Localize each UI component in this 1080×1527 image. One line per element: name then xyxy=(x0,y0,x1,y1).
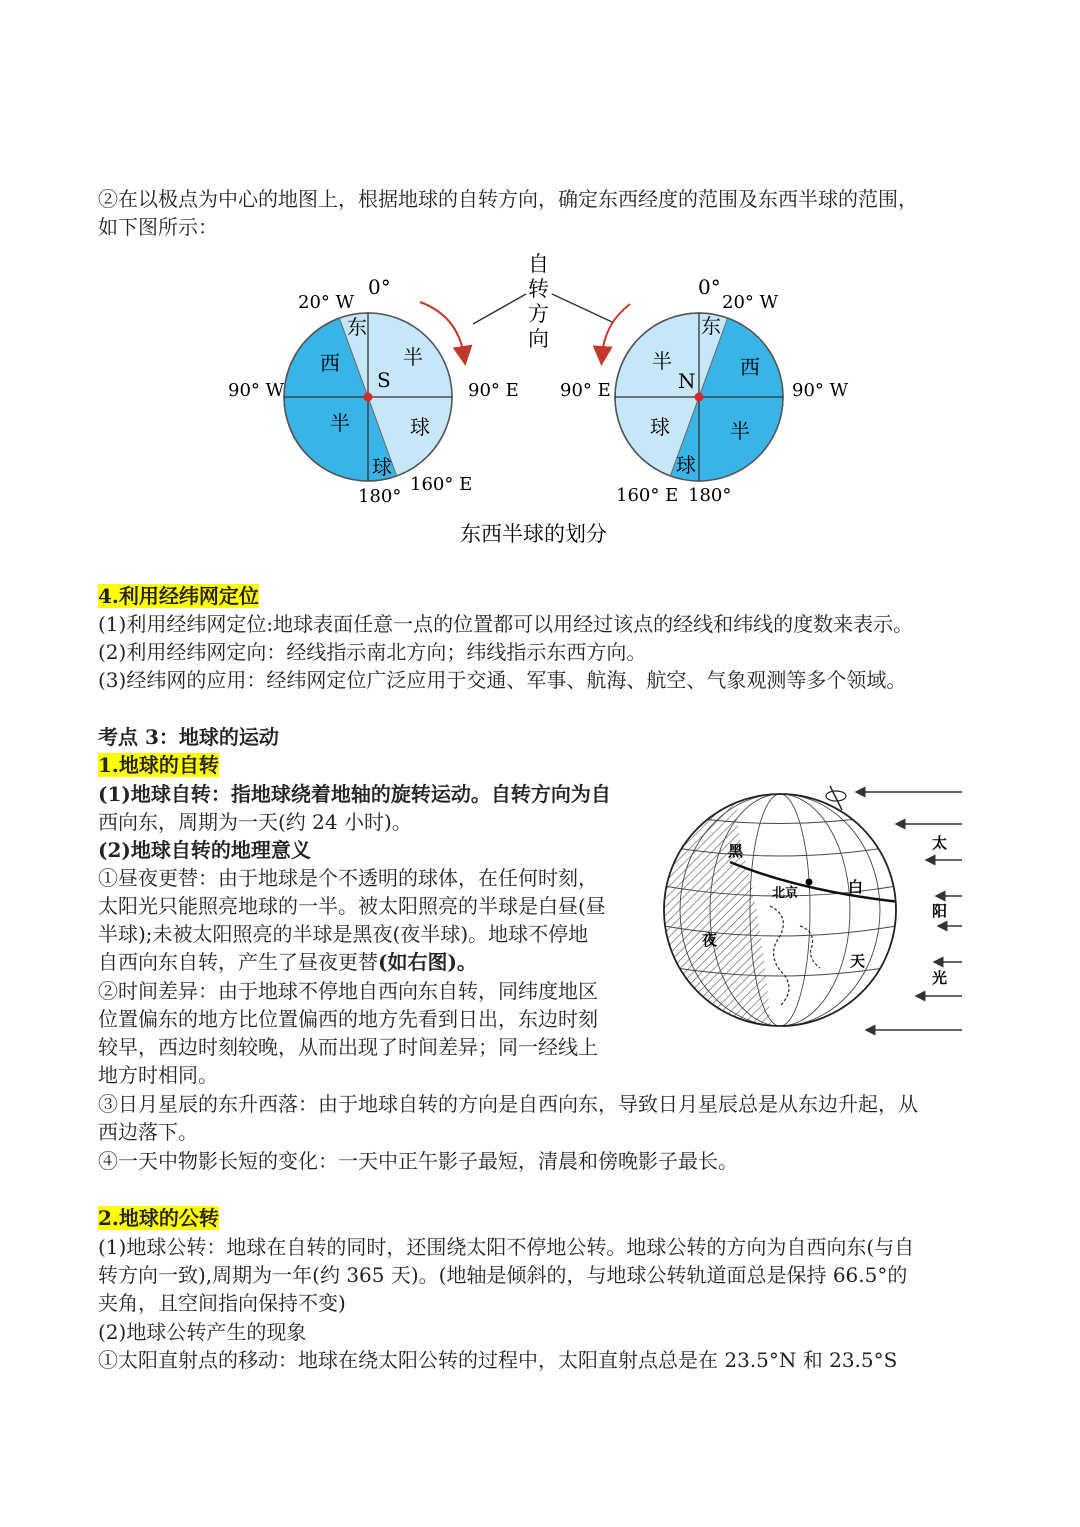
rotation-def-1-text: (1)地球自转：指地球绕着地轴的旋转运动。自转方向为自 xyxy=(98,782,611,806)
right-dong: 东 xyxy=(701,314,721,338)
section4-p1: (1)利用经纬网定位:地球表面任意一点的位置都可以用经过该点的经线和纬线的度数来表示。 xyxy=(98,612,914,636)
hemisphere-caption: 东西半球的划分 xyxy=(460,522,607,546)
day-label-1: 白 xyxy=(848,878,864,896)
m2-line-1: ②时间差异：由于地球不停地自西向东自转，同纬度地区 xyxy=(98,979,598,1003)
revolution-p2: (2)地球公转产生的现象 xyxy=(98,1320,307,1344)
right-bottom-left-label: 160° E xyxy=(616,485,679,506)
pole-dot xyxy=(364,393,373,402)
night-label-1: 黑 xyxy=(728,842,744,860)
m1-line-1: ①昼夜更替：由于地球是个不透明的球体，在任何时刻， xyxy=(98,866,598,890)
m2-line-2: 位置偏东的地方比位置偏西的地方先看到日出，东边时刻 xyxy=(98,1007,598,1031)
south-pole-map xyxy=(284,313,452,481)
left-right-label: 90° E xyxy=(468,380,519,401)
rotation-label-2: 转 xyxy=(528,277,549,301)
right-bottom-label: 180° xyxy=(688,485,732,506)
right-rotation-arrow xyxy=(602,304,630,356)
rotation-label-3: 方 xyxy=(528,302,549,326)
revolution-p1-line-1: (1)地球公转：地球在自转的同时，还围绕太阳不停地公转。地球公转的方向为自西向东(与自 xyxy=(98,1235,915,1259)
right-top-right-label: 20° W xyxy=(722,292,779,313)
left-top-label: 0° xyxy=(368,275,391,299)
right-qiu1: 球 xyxy=(650,415,670,439)
right-top-label: 0° xyxy=(698,275,721,299)
right-qiu2: 球 xyxy=(676,453,696,477)
right-pole-label: N xyxy=(678,369,696,393)
left-xi: 西 xyxy=(320,351,340,375)
rotation-def-2: 西向东，周期为一天(约 24 小时)。 xyxy=(98,810,412,834)
revolution-title-text: 2.地球的公转 xyxy=(98,1206,219,1230)
right-left-label: 90° E xyxy=(560,380,611,401)
beijing-label: 北京 xyxy=(772,886,799,901)
right-right-label: 90° W xyxy=(792,380,849,401)
m1-line-4a: 自西向东自转，产生了昼夜更替 xyxy=(98,950,378,974)
kaodian3-title: 考点 3：地球的运动 xyxy=(98,725,279,749)
rotation-def-1 xyxy=(98,780,611,808)
m2-line-3: 较早，西边时刻较晚，从而出现了时间差异；同一经线上 xyxy=(98,1035,598,1059)
beijing-dot xyxy=(806,879,813,886)
left-bottom-label: 180° xyxy=(358,486,402,507)
m1-line-3: 半球);未被太阳照亮的半球是黑夜(夜半球)。地球不停地 xyxy=(98,922,589,946)
sunlight-label-1: 太 xyxy=(932,834,948,852)
revolution-title xyxy=(98,1204,219,1232)
left-left-label: 90° W xyxy=(228,380,285,401)
section4-title xyxy=(98,582,259,610)
north-pole-map xyxy=(615,313,783,481)
left-ban1: 半 xyxy=(403,345,423,369)
left-dong: 东 xyxy=(347,315,367,339)
section4-p2: (2)利用经纬网定向：经线指示南北方向；纬线指示东西方向。 xyxy=(98,640,647,664)
revolution-p3: ①太阳直射点的移动：地球在绕太阳公转的过程中，太阳直射点总是在 23.5°N 和 23.5°S xyxy=(98,1348,898,1372)
section4-p3: (3)经纬网的应用：经纬网定位广泛应用于交通、军事、航海、航空、气象观测等多个领域。 xyxy=(98,668,907,692)
left-qiu1: 球 xyxy=(410,415,430,439)
left-bottom-right-label: 160° E xyxy=(410,474,473,495)
night-label-2: 夜 xyxy=(702,931,718,949)
left-ban2: 半 xyxy=(330,411,350,435)
m1-line-4 xyxy=(98,948,477,976)
day-night-globe xyxy=(660,776,970,1038)
m2-line-4: 地方时相同。 xyxy=(98,1063,218,1087)
right-ban2: 半 xyxy=(730,419,750,443)
hemisphere-diagram xyxy=(220,244,860,554)
rotation-title xyxy=(98,751,219,779)
section4-title-text: 4.利用经纬网定位 xyxy=(98,584,259,608)
m4-line: ④一天中物影长短的变化：一天中正午影子最短，清晨和傍晚影子最长。 xyxy=(98,1149,738,1173)
revolution-p1-line-3: 夹角，且空间指向保持不变) xyxy=(98,1291,346,1315)
rotation-title-text: 1.地球的自转 xyxy=(98,753,219,777)
sunlight-label-2: 阳 xyxy=(932,902,948,920)
rotation-label-1: 自 xyxy=(528,252,549,276)
intro-line-2: 如下图所示： xyxy=(98,215,218,239)
rotation-meaning-title: (2)地球自转的地理意义 xyxy=(98,838,311,862)
intro-line-1: ②在以极点为中心的地图上，根据地球的自转方向，确定东西经度的范围及东西半球的范围， xyxy=(98,187,918,211)
pole-dot xyxy=(695,393,704,402)
m3-line-1: ③日月星辰的东升西落：由于地球自转的方向是自西向东，导致日月星辰总是从东边升起，从 xyxy=(98,1092,918,1116)
m3-line-2: 西边落下。 xyxy=(98,1120,198,1144)
left-top-left-label: 20° W xyxy=(298,292,355,313)
m1-line-4b: (如右图)。 xyxy=(378,950,477,974)
revolution-p1-line-2: 转方向一致),周期为一年(约 365 天)。(地轴是倾斜的，与地球公转轨道面总是保持 66.5°的 xyxy=(98,1263,908,1287)
left-pole-label: S xyxy=(377,368,391,392)
day-label-2: 天 xyxy=(850,952,866,970)
right-ban1: 半 xyxy=(652,349,672,373)
m1-line-2: 太阳光只能照亮地球的一半。被太阳照亮的半球是白昼(昼 xyxy=(98,894,606,918)
sunlight-label-3: 光 xyxy=(932,969,948,987)
right-xi: 西 xyxy=(740,355,760,379)
rotation-label-4: 向 xyxy=(528,327,549,351)
left-qiu2: 球 xyxy=(372,455,392,479)
